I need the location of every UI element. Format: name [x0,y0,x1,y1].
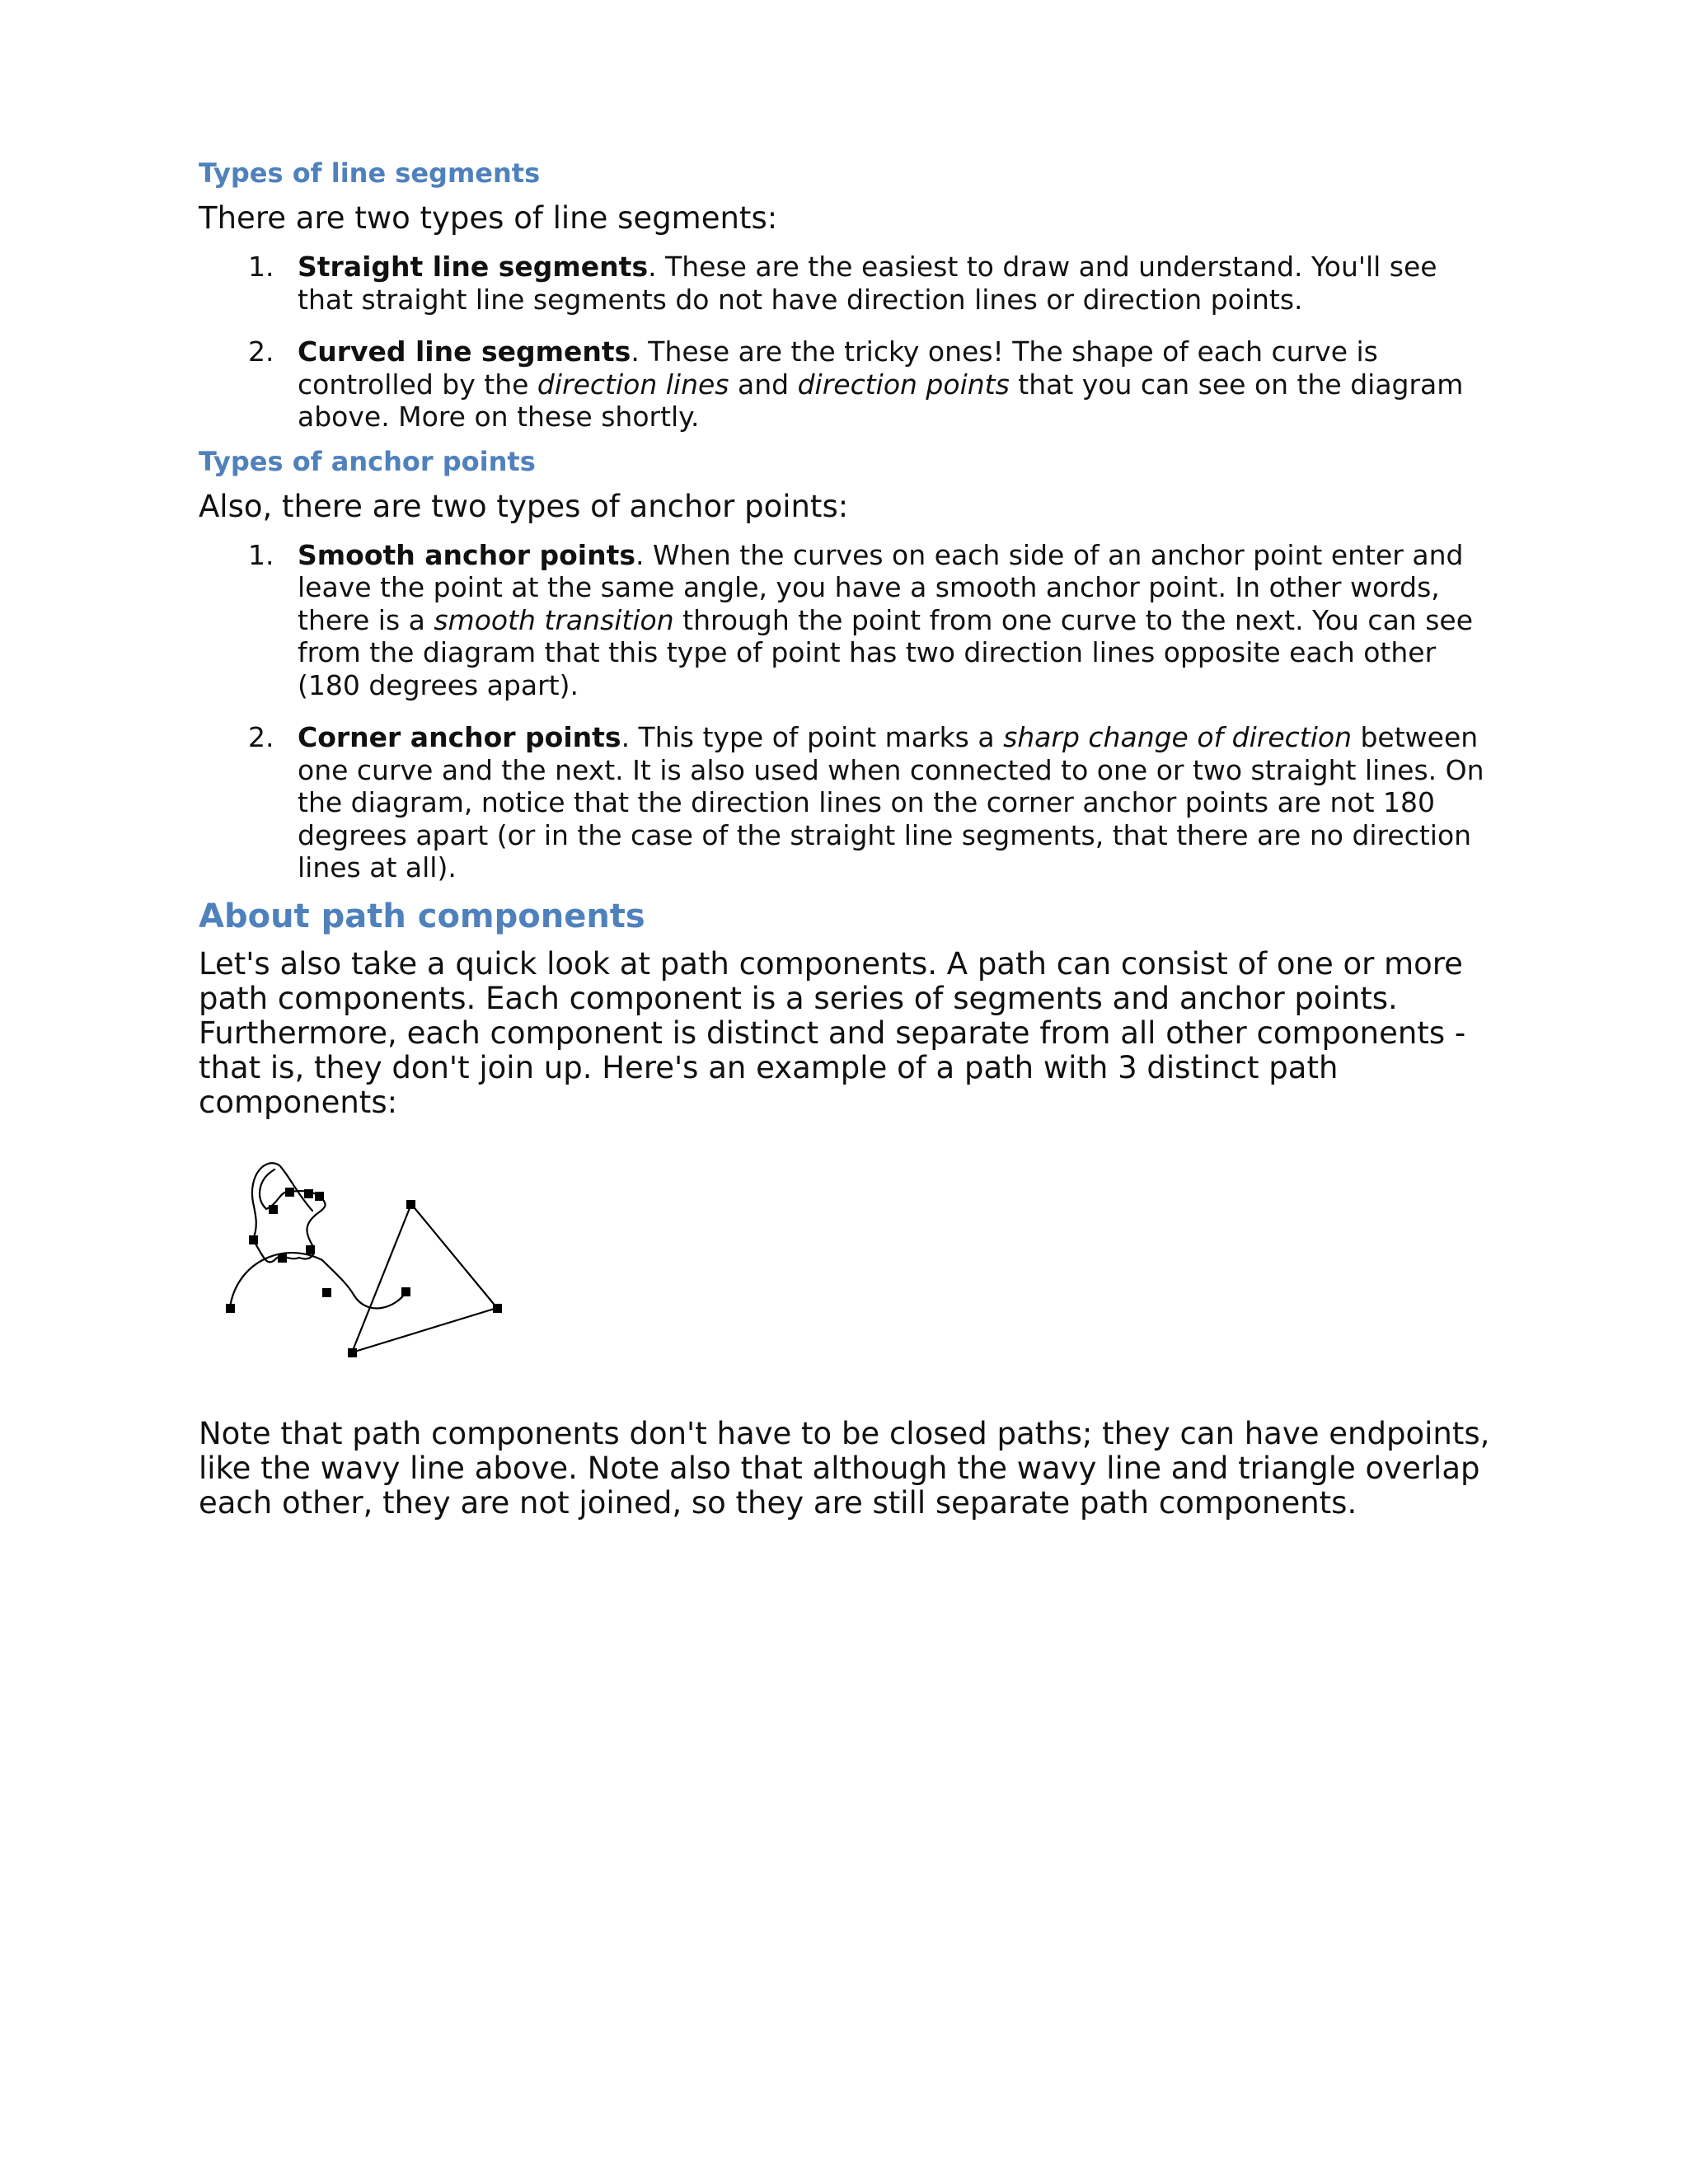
term-straight-line-segments: Straight line segments [298,251,649,283]
item-text: . These are the tricky ones! The shape of each curve is controlled by the [298,335,1378,401]
anchor-points-list [199,539,1501,884]
term-corner-anchor-points: Corner anchor points [298,721,621,753]
anchor-point [249,1235,258,1244]
emphasis-sharp-change: sharp change of direction [1003,721,1352,753]
item-text: . When the curves on each side of an anchor point enter and leave the point at the same angle, you have a smooth anchor point. In other words, there is a [298,538,1464,636]
emphasis-direction-points: direction points [797,368,1010,401]
list-item-straight-segments [199,251,1501,316]
item-text: through the point from one curve to the next. You can see from the diagram that this type of point has two direction lines opposite each other (180 degrees apart). [298,603,1473,701]
list-number: 2. [248,335,274,368]
anchor-point [269,1205,278,1214]
anchor-point [315,1192,324,1201]
list-item-corner-anchor [199,721,1501,884]
anchor-point [278,1254,287,1263]
anchor-point [306,1245,315,1254]
emphasis-smooth-transition: smooth transition [434,603,674,636]
anchor-points-heading: Types of anchor points [199,445,536,477]
term-curved-line-segments: Curved line segments [298,335,631,368]
line-segments-list [199,251,1501,434]
line-segments-intro: There are two types of line segments: [199,200,778,236]
item-text: . These are the easiest to draw and understand. You'll see that straight line segments do not have direction lines or direction points. [298,251,1437,316]
page-content [199,157,1501,1521]
item-text: and [729,368,798,401]
triangle-path [352,1204,497,1352]
path-components-figure [199,1161,1501,1376]
list-item-smooth-anchor [199,539,1501,702]
anchor-point [348,1348,357,1357]
term-smooth-anchor-points: Smooth anchor points [298,538,636,571]
anchor-point [493,1304,502,1313]
anchor-point [285,1188,294,1197]
item-text: between one curve and the next. It is also used when connected to one or two straight lines. On the diagram, notice that the direction lines on the corner anchor points are not 180 degrees apart (or in the case of the straight line segments, that there are no direction lines at all). [298,721,1484,883]
list-item-curved-segments [199,335,1501,434]
item-text: that you can see on the diagram above. More on these shortly. [298,368,1464,433]
path-components-paragraph: Let's also take a quick look at path components. A path can consist of one or more path components. Each component is a series of segments and anchor points. Furthermore, each component is distinct and separate from all other components - that is, they don't join up. Here's an example of a path with 3 distinct path components: [199,945,1466,1120]
emphasis-direction-lines: direction lines [537,368,729,401]
anchor-point [304,1189,313,1198]
anchor-point [226,1304,235,1313]
path-components-heading: About path components [199,897,645,935]
line-segments-heading: Types of line segments [199,157,541,189]
list-number: 1. [248,251,274,283]
anchor-point [406,1200,415,1209]
item-text: . This type of point marks a [621,721,1004,753]
list-number: 2. [248,721,274,753]
path-components-diagram [199,1161,512,1376]
anchor-points-intro: Also, there are two types of anchor points: [199,488,849,524]
anchor-point [322,1288,331,1297]
list-number: 1. [248,538,274,571]
closing-paragraph: Note that path components don't have to be closed paths; they can have endpoints, like the wavy line above. Note also that although the wavy line and triangle overlap each other, they are not joined, so they are still separate path components. [199,1415,1490,1521]
anchor-point [401,1287,410,1296]
